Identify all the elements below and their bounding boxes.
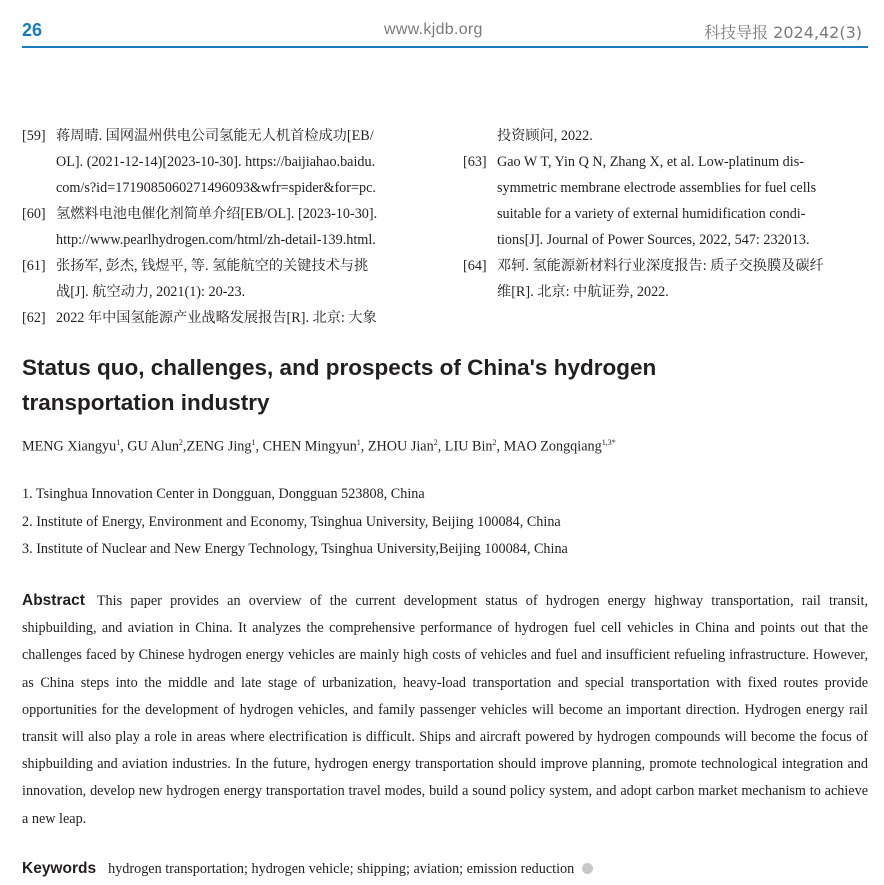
- reference-continuation: symmetric membrane electrode assemblies for fuel cells: [497, 180, 817, 196]
- author-name: ZENG Jing: [186, 438, 252, 455]
- author-list: [22, 438, 616, 456]
- author-separator: ,: [360, 438, 368, 455]
- reference-number: [60]: [22, 206, 46, 222]
- author-separator: ,: [255, 438, 263, 455]
- abstract-label: Abstract: [22, 592, 85, 609]
- reference-text: 邓轲. 氢能源新材料行业深度报告: 质子交换膜及碳纤: [497, 258, 824, 274]
- reference-entry: [22, 201, 428, 227]
- keywords-text: hydrogen transportation; hydrogen vehicle; shipping; aviation; emission reduction: [108, 861, 575, 877]
- author-name: CHEN Mingyun: [262, 438, 357, 455]
- abstract-text: This paper provides an overview of the current development status of hydrogen energy highway transportation, rail transit, shipbuilding, and aviation in China. It analyzes the comprehensive performance of hydrogen fuel cell vehicles in China and points out that the challenges faced by Chinese hydrogen energy vehicles are mainly high costs of vehicles and fuel and insufficient refueling infrastructure. However, as China steps into the middle and late stage of urbanization, heavy-load transportation and special transportation with fixed routes provide opportunities for the development of hydrogen vehicles, and family passenger vehicles will become an important direction. Hydrogen energy rail transit will also play a role in areas where electrification is difficult. Ships and aircraft powered by hydrogen compounds will become the focus of shipbuilding and aviation industries. In the future, hydrogen energy transportation should improve planning, promote technological integration and innovation, develop new hydrogen energy transportation travel modes, build a sound policy system, and adopt carbon market mechanism to achieve a new leap.: [22, 593, 868, 827]
- header-divider: [22, 46, 868, 48]
- reference-text: 张扬军, 彭杰, 钱煜平, 等. 氢能航空的关键技术与挑: [56, 258, 369, 274]
- affiliation-item: 2. Institute of Energy, Environment and Economy, Tsinghua University, Beijing 100084, China: [22, 513, 561, 530]
- keywords-section: [22, 860, 593, 878]
- author-affiliation-mark: 1: [356, 438, 361, 447]
- references-left-column: [22, 123, 428, 331]
- author-affiliation-mark: 2: [492, 438, 497, 447]
- reference-continuation: 投资顾问, 2022.: [497, 128, 593, 144]
- author-separator: ,: [496, 438, 504, 455]
- keywords-label: Keywords: [22, 860, 97, 877]
- reference-text: 蒋周晴. 国网温州供电公司氢能无人机首检成功[EB/: [56, 128, 374, 144]
- affiliation-item: 3. Institute of Nuclear and New Energy Technology, Tsinghua University,Beijing 100084, China: [22, 541, 568, 557]
- author-affiliation-mark: 1: [116, 438, 121, 447]
- journal-issue: 科技导报 2024,42(3): [704, 23, 862, 42]
- reference-entry: [463, 149, 868, 175]
- reference-continuation: http://www.pearlhydrogen.com/html/zh-detail-139.html.: [56, 232, 376, 248]
- reference-entry: [463, 253, 868, 279]
- author-separator: ,: [120, 438, 128, 455]
- author-name: ZHOU Jian: [367, 438, 434, 455]
- title-line-2: transportation industry: [22, 390, 270, 415]
- reference-text: 氢燃料电池电催化剂简单介绍[EB/OL]. [2023-10-30].: [56, 206, 378, 222]
- reference-number: [63]: [463, 154, 487, 170]
- abstract-section: [22, 587, 868, 833]
- reference-number: [61]: [22, 258, 46, 274]
- reference-entry: [22, 253, 428, 279]
- reference-continuation: 战[J]. 航空动力, 2021(1): 20-23.: [56, 284, 246, 300]
- reference-text: 2022 年中国氢能源产业战略发展报告[R]. 北京: 大象: [56, 310, 377, 326]
- reference-text: Gao W T, Yin Q N, Zhang X, et al. Low-platinum dis-: [497, 154, 804, 170]
- references-right-column: [463, 123, 868, 305]
- author-separator: ,: [182, 438, 187, 455]
- reference-continuation: com/s?id=1719085060271496093&wfr=spider&for=pc.: [56, 180, 376, 196]
- article-title: [22, 350, 868, 420]
- author-affiliation-mark: 2: [433, 438, 438, 447]
- author-name: MAO Zongqiang: [503, 438, 602, 455]
- author-affiliation-mark: 2: [178, 438, 183, 447]
- author-name: MENG Xiangyu: [22, 438, 117, 455]
- page-number: 26: [22, 20, 43, 40]
- reference-entry: [22, 123, 428, 149]
- page-header: [0, 0, 884, 46]
- affiliation-list: [22, 481, 568, 564]
- reference-number: [62]: [22, 310, 46, 326]
- end-mark-icon: [582, 863, 593, 874]
- affiliation-item: 1. Tsinghua Innovation Center in Dongguan, Dongguan 523808, China: [22, 486, 425, 502]
- author-name: LIU Bin: [444, 438, 493, 455]
- journal-website: www.kjdb.org: [384, 21, 483, 38]
- reference-continuation: 维[R]. 北京: 中航证券, 2022.: [497, 284, 669, 300]
- author-separator: ,: [437, 438, 445, 455]
- author-affiliation-mark: 1: [251, 438, 256, 447]
- reference-entry: [22, 305, 428, 331]
- reference-number: [59]: [22, 128, 46, 144]
- reference-number: [64]: [463, 258, 487, 274]
- author-affiliation-mark: 1,3*: [601, 438, 616, 447]
- reference-continuation: tions[J]. Journal of Power Sources, 2022, 547: 232013.: [497, 232, 810, 248]
- reference-continuation: suitable for a variety of external humidification condi-: [497, 206, 806, 222]
- title-line-1: Status quo, challenges, and prospects of China's hydrogen: [22, 355, 657, 380]
- reference-continuation: OL]. (2021-12-14)[2023-10-30]. https://baijiahao.baidu.: [56, 154, 376, 170]
- author-name: GU Alun: [127, 438, 179, 455]
